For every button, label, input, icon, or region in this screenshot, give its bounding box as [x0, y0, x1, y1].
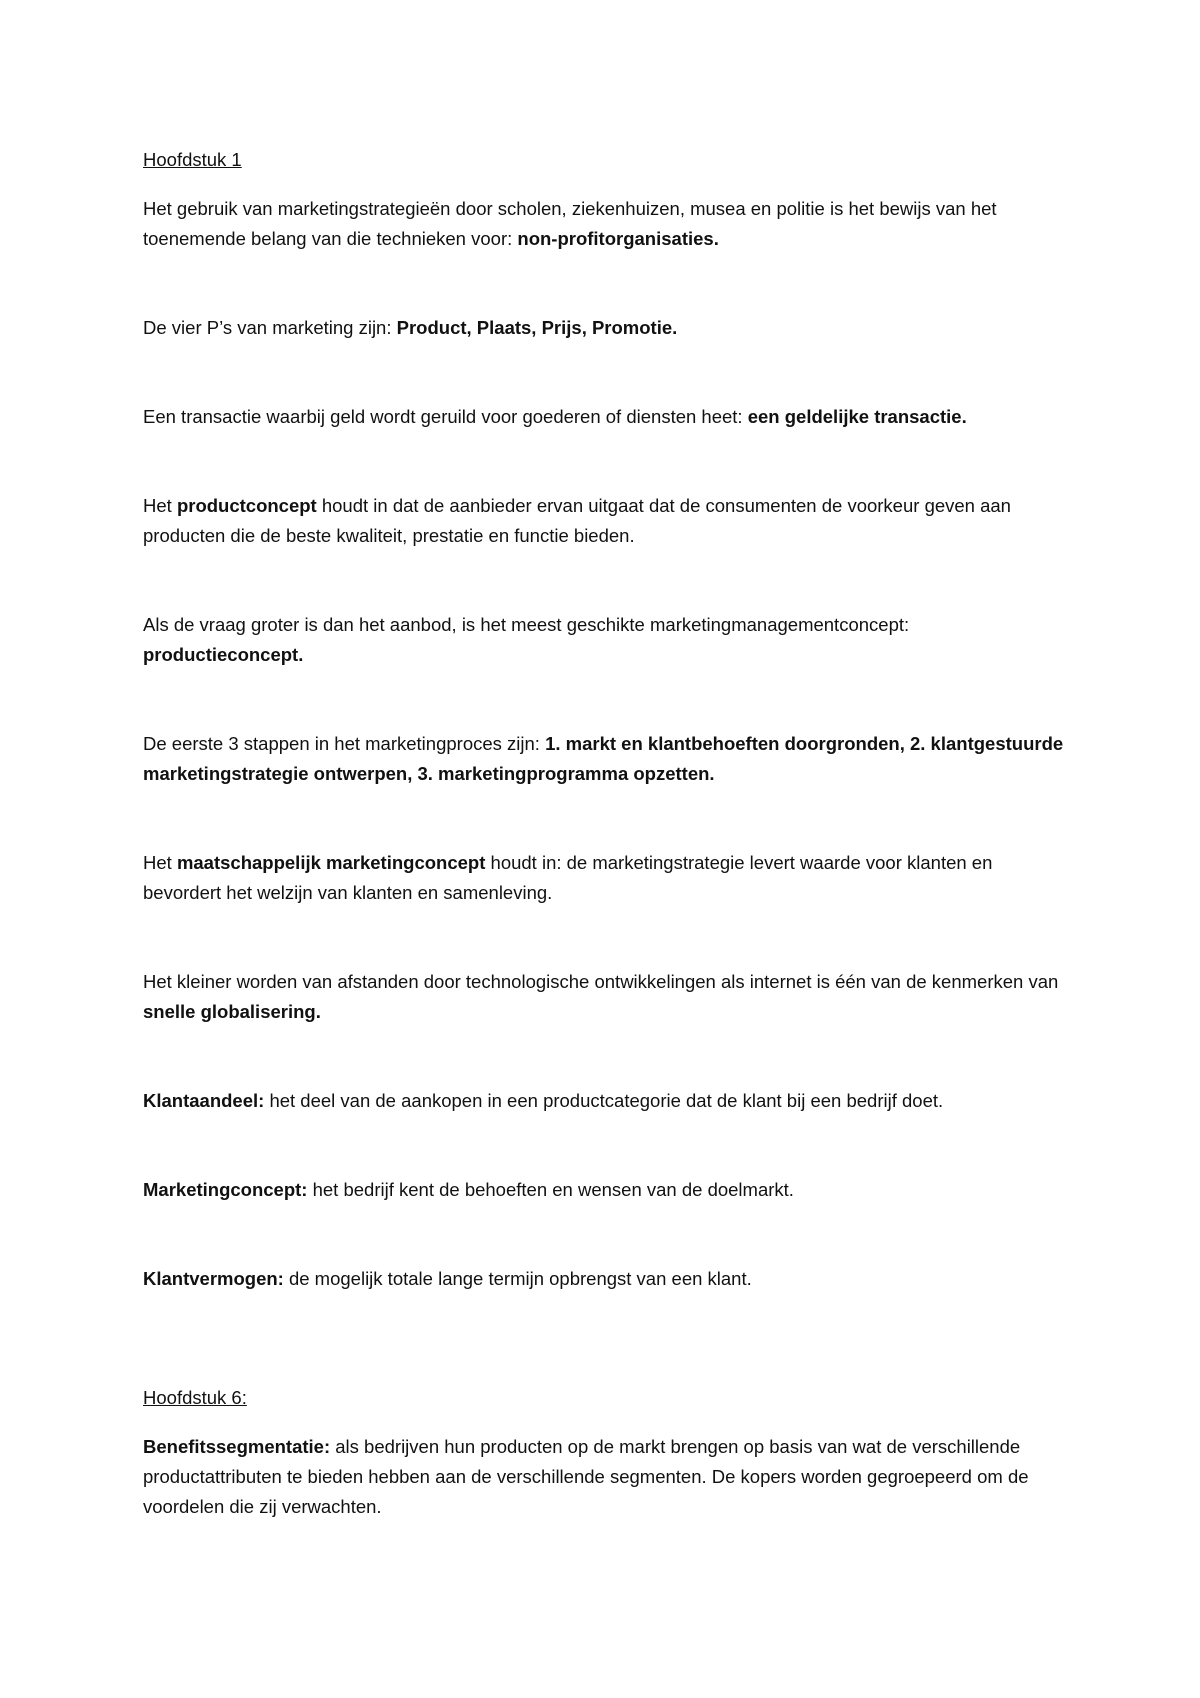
paragraph-text: De vier P’s van marketing zijn:	[143, 317, 397, 338]
paragraph-transaction	[143, 402, 1073, 432]
chapter-6-heading: Hoofdstuk 6:	[143, 1387, 247, 1408]
paragraph-bold-term: productconcept	[176, 495, 317, 516]
paragraph-bold-term: Product, Plaats, Prijs, Promotie.	[396, 317, 678, 338]
paragraph-bold-term: 1. markt en klantbehoeften doorgronden, 2. klantgestuurde marketingstrategie ontwerpen, 3. marketingprogramma opzetten.	[143, 733, 1064, 784]
paragraph-bold-term: snelle globalisering.	[143, 1001, 321, 1022]
paragraph-bold-term: een geldelijke transactie.	[747, 406, 967, 427]
paragraph-text: De eerste 3 stappen in het marketingproces zijn:	[143, 733, 546, 754]
paragraph-non-profit	[143, 194, 1073, 254]
paragraph-marketing-process	[143, 729, 1073, 789]
paragraph-societal-marketing	[143, 848, 1073, 908]
paragraph-customer-equity	[143, 1264, 1073, 1294]
paragraph-bold-term: Klantvermogen:	[143, 1268, 284, 1289]
paragraph-bold-term: maatschappelijk marketingconcept	[176, 852, 486, 873]
paragraph-text: Als de vraag groter is dan het aanbod, is het meest geschikte marketingmanagementconcept:	[143, 614, 910, 635]
document-body	[143, 145, 1073, 1522]
paragraph-bold-term: productieconcept.	[143, 644, 304, 665]
chapter-1-heading: Hoofdstuk 1	[143, 149, 242, 170]
paragraph-marketing-concept	[143, 1175, 1073, 1205]
paragraph-text: houdt in: de marketingstrategie levert waarde voor klanten en bevordert het welzijn van klanten en samenleving.	[143, 852, 993, 903]
paragraph-text: het bedrijf kent de behoeften en wensen van de doelmarkt.	[307, 1179, 794, 1200]
paragraph-text: Het	[143, 852, 177, 873]
paragraph-product-concept	[143, 491, 1073, 551]
paragraph-bold-term: Klantaandeel:	[143, 1090, 265, 1111]
paragraph-globalisation	[143, 967, 1073, 1027]
paragraph-customer-share	[143, 1086, 1073, 1116]
paragraph-text: als bedrijven hun producten op de markt brengen op basis van wat de verschillende productattributen te bieden hebben aan de verschillende segmenten. De kopers worden gegroepeerd om de voordelen die zij verwachten.	[143, 1436, 1029, 1517]
paragraph-text: Het	[143, 495, 177, 516]
paragraph-text: Een transactie waarbij geld wordt geruild voor goederen of diensten heet:	[143, 406, 748, 427]
paragraph-text: Het gebruik van marketingstrategieën door scholen, ziekenhuizen, musea en politie is het bewijs van het toenemende belang van die technieken voor:	[143, 198, 997, 249]
paragraph-bold-term: Marketingconcept:	[143, 1179, 308, 1200]
paragraph-bold-term: Benefitssegmentatie:	[143, 1436, 331, 1457]
paragraph-text: het deel van de aankopen in een productcategorie dat de klant bij een bedrijf doet.	[264, 1090, 944, 1111]
paragraph-production-concept	[143, 610, 1073, 670]
paragraph-text: de mogelijk totale lange termijn opbrengst van een klant.	[283, 1268, 752, 1289]
paragraph-four-ps	[143, 313, 1073, 343]
paragraph-text: houdt in dat de aanbieder ervan uitgaat dat de consumenten de voorkeur geven aan producten die de beste kwaliteit, prestatie en functie bieden.	[143, 495, 1011, 546]
paragraph-text: Het kleiner worden van afstanden door technologische ontwikkelingen als internet is één van de kenmerken van	[143, 971, 1059, 992]
paragraph-benefit-segmentation	[143, 1432, 1073, 1522]
paragraph-bold-term: non-profitorganisaties.	[517, 228, 719, 249]
